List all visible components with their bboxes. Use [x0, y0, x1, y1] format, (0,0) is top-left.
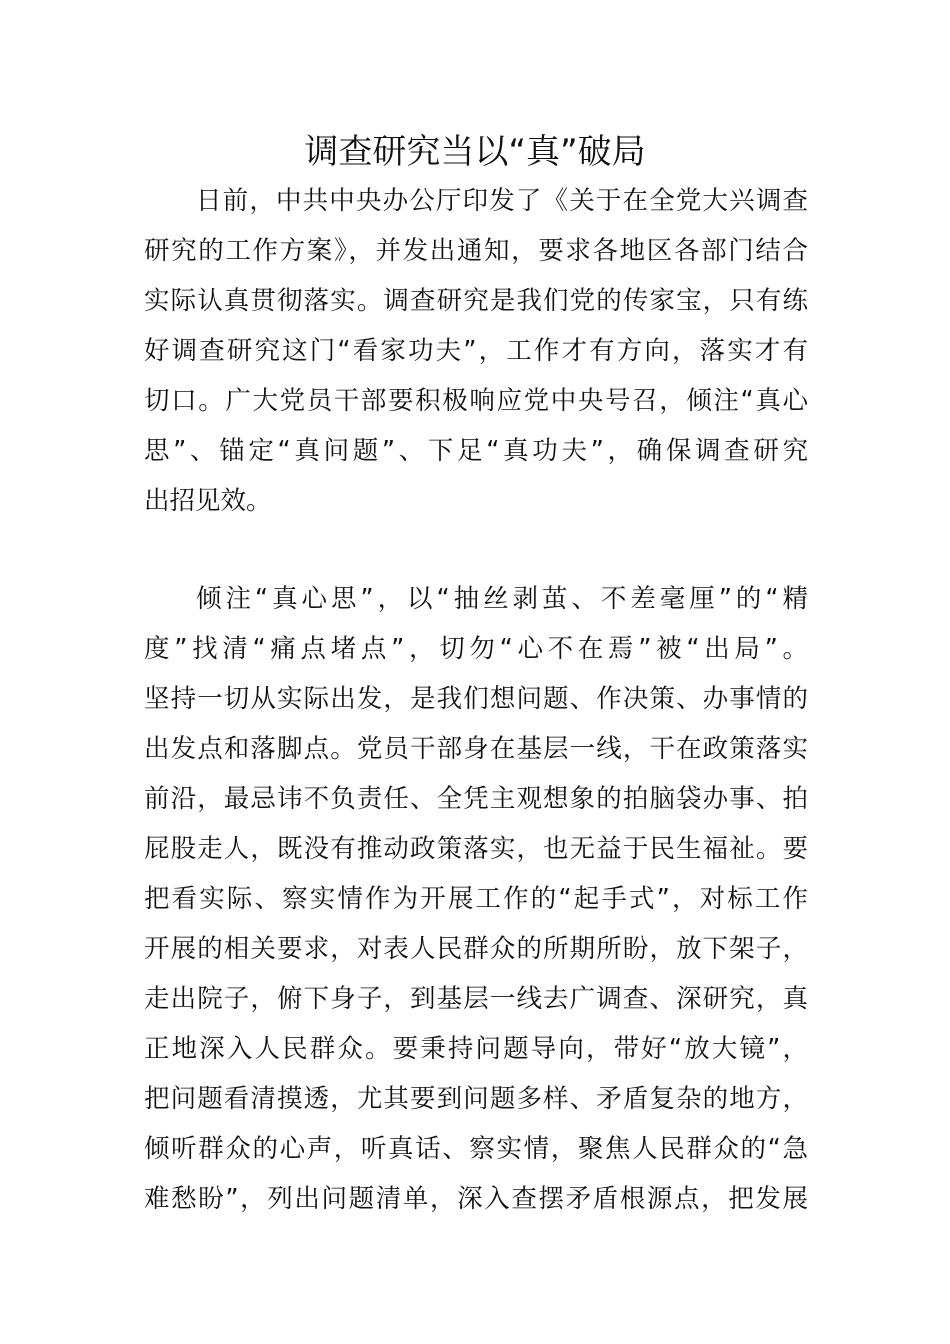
paragraph-line: 好调查研究这门“看家功夫”，工作才有方向，落实才有: [144, 336, 808, 366]
paragraph-line: 度”找清“痛点堵点”，切勿“心不在焉”被“出局”。: [144, 634, 808, 664]
paragraph-line: 研究的工作方案》，并发出通知，要求各地区各部门结合: [144, 236, 808, 266]
paragraph-line: 走出院子，俯下身子，到基层一线去广调查、深研究，真: [144, 984, 808, 1014]
paragraph-line: 屁股走人，既没有推动政策落实，也无益于民生福祉。要: [144, 834, 808, 864]
paragraph-line: 切口。广大党员干部要积极响应党中央号召，倾注“真心: [144, 386, 808, 416]
paragraph-line: 前沿，最忌讳不负责任、全凭主观想象的拍脑袋办事、拍: [144, 784, 808, 814]
paragraph-line: 难愁盼”，列出问题清单，深入查摆矛盾根源点，把发展: [144, 1184, 808, 1214]
paragraph-line: 开展的相关要求，对表人民群众的所期所盼，放下架子，: [144, 934, 808, 964]
paragraph-line: 把看实际、察实情作为开展工作的“起手式”，对标工作: [144, 884, 808, 914]
paragraph-line: 出招见效。: [144, 486, 272, 516]
paragraph-line: 思”、锚定“真问题”、下足“真功夫”，确保调查研究: [144, 436, 808, 466]
paragraph-line: 实际认真贯彻落实。调查研究是我们党的传家宝，只有练: [144, 286, 808, 316]
document-title: 调查研究当以“真”破局: [304, 132, 646, 172]
paragraph-line: 倾注“真心思”，以“抽丝剥茧、不差毫厘”的“精: [196, 584, 808, 614]
paragraph-2: [144, 574, 808, 1224]
paragraph-1: [144, 176, 808, 526]
paragraph-line: 出发点和落脚点。党员干部身在基层一线，干在政策落实: [144, 734, 808, 764]
paragraph-line: 倾听群众的心声，听真话、察实情，聚焦人民群众的“急: [144, 1134, 808, 1164]
paragraph-line: 日前，中共中央办公厅印发了《关于在全党大兴调查: [196, 186, 808, 216]
paragraph-line: 坚持一切从实际出发，是我们想问题、作决策、办事情的: [144, 684, 808, 714]
paragraph-line: 正地深入人民群众。要秉持问题导向，带好“放大镜”，: [144, 1034, 808, 1064]
paragraph-line: 把问题看清摸透，尤其要到问题多样、矛盾复杂的地方，: [144, 1084, 808, 1114]
